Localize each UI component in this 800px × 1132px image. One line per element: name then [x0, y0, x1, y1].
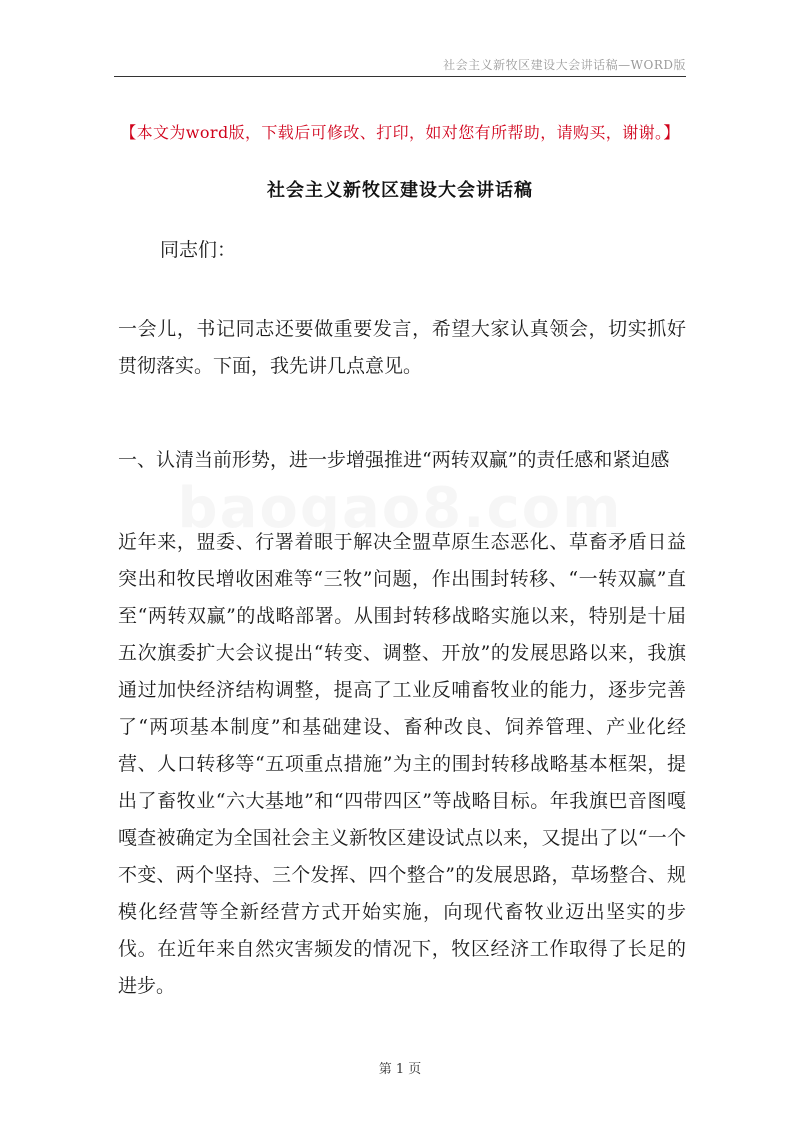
- running-header: 社会主义新牧区建设大会讲话稿—WORD版: [443, 58, 686, 72]
- section-body: [118, 524, 686, 1005]
- section-heading: 一、认清当前形势，进一步增强推进“两转双赢”的责任感和紧迫感: [118, 449, 670, 471]
- download-notice: 【本文为word版，下载后可修改、打印，如对您有所帮助，请购买，谢谢。】: [120, 123, 680, 142]
- paragraph: 近年来，盟委、行署着眼于解决全盟草原生态恶化、草畜矛盾日益突出和牧民增收困难等“三牧”问题，作出围封转移、“一转双赢”直至“两转双赢”的战略部署。从围封转移战略实施以来，特别是十届五次旗委扩大会议提出“转变、调整、开放”的发展思路以来，我旗通过加快经济结构调整，提高了工业反哺畜牧业的能力，逐步完善了“两项基本制度”和基础建设、畜种改良、饲养管理、产业化经营、人口转移等“五项重点措施”为主的围封转移战略基本框架，提出了畜牧业“六大基地”和“四带四区”等战略目标。年我旗巴音图嘎嘎查被确定为全国社会主义新牧区建设试点以来，又提出了以“一个不变、两个坚持、三个发挥、四个整合”的发展思路，草场整合、规模化经营等全新经营方式开始实施，向现代畜牧业迈出坚实的步伐。在近年来自然灾害频发的情况下，牧区经济工作取得了长足的进步。: [118, 531, 686, 997]
- paragraph: 一会儿，书记同志还要做重要发言，希望大家认真领会，切实抓好贯彻落实。下面，我先讲几点意见。: [118, 318, 686, 377]
- header-divider: [114, 76, 686, 77]
- salutation: 同志们：: [160, 239, 237, 261]
- document-title: 社会主义新牧区建设大会讲话稿: [267, 180, 533, 201]
- page-number: 第 1 页: [378, 1062, 422, 1077]
- intro-paragraph: [118, 311, 686, 385]
